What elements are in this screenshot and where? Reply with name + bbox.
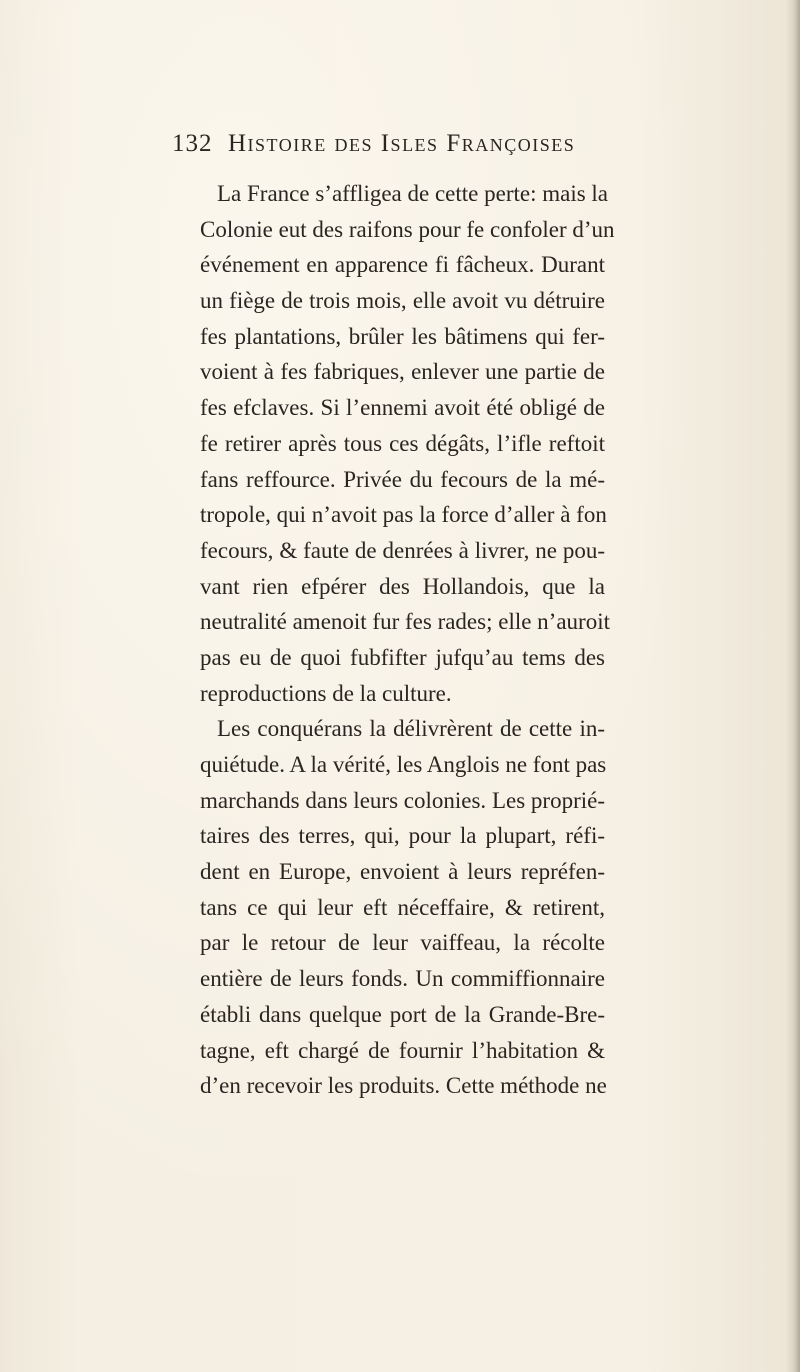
- text-line: un fiège de trois mois, elle avoit vu détruire: [200, 288, 605, 314]
- text-line: reproductions de la culture.: [200, 680, 452, 706]
- text-line: quiétude. A la vérité, les Anglois ne font pas: [200, 752, 607, 777]
- running-head: [172, 130, 612, 170]
- text-line: par le retour de leur vaiffeau, la récolte: [200, 930, 605, 956]
- text-line: tagne, eft chargé de fournir l’habitation &: [200, 1037, 605, 1063]
- running-title: Histoire des Isles Françoises: [228, 130, 576, 157]
- text-line: dent en Europe, envoient à leurs repréfen-: [200, 859, 605, 885]
- text-line: neutralité amenoit fur fes rades; elle n’auroit: [200, 609, 610, 635]
- page-edge-shadow: [786, 0, 800, 1372]
- text-line: vant rien efpérer des Hollandois, que la: [200, 573, 605, 599]
- text-line: établi dans quelque port de la Grande-Bre-: [200, 1001, 605, 1027]
- text-line: tans ce qui leur eft néceffaire, & retirent,: [200, 894, 605, 920]
- text-line: Colonie eut des raifons pour fe confoler d’un: [200, 216, 615, 242]
- text-line: La France s’affligea de cette perte: mais la: [217, 181, 609, 206]
- text-line: taires des terres, qui, pour la plupart, réfi-: [200, 823, 605, 849]
- text-line: tropole, qui n’avoit pas la force d’aller à fon: [200, 502, 607, 528]
- text-line: fes efclaves. Si l’ennemi avoit été obligé de: [200, 395, 605, 421]
- text-line: marchands dans leurs colonies. Les proprié-: [200, 787, 605, 813]
- body-text: [200, 176, 615, 1104]
- text-line: fans reffource. Privée du fecours de la mé-: [200, 466, 605, 492]
- text-line: entière de leurs fonds. Un commiffionnaire: [200, 966, 605, 992]
- text-line: fecours, & faute de denrées à livrer, ne pou-: [200, 537, 605, 563]
- text-line: événement en apparence fi fâcheux. Durant: [200, 252, 605, 278]
- text-line: voient à fes fabriques, enlever une partie de: [200, 359, 605, 385]
- text-line: fe retirer après tous ces dégâts, l’ifle reftoit: [200, 430, 605, 456]
- text-line: d’en recevoir les produits. Cette méthode ne: [200, 1073, 607, 1099]
- page-number: 132: [172, 130, 213, 157]
- text-line: fes plantations, brûler les bâtimens qui fer-: [200, 323, 605, 349]
- text-line: pas eu de quoi fubfifter jufqu’au tems des: [200, 644, 605, 670]
- text-line: Les conquérans la délivrèrent de cette in-: [217, 716, 605, 742]
